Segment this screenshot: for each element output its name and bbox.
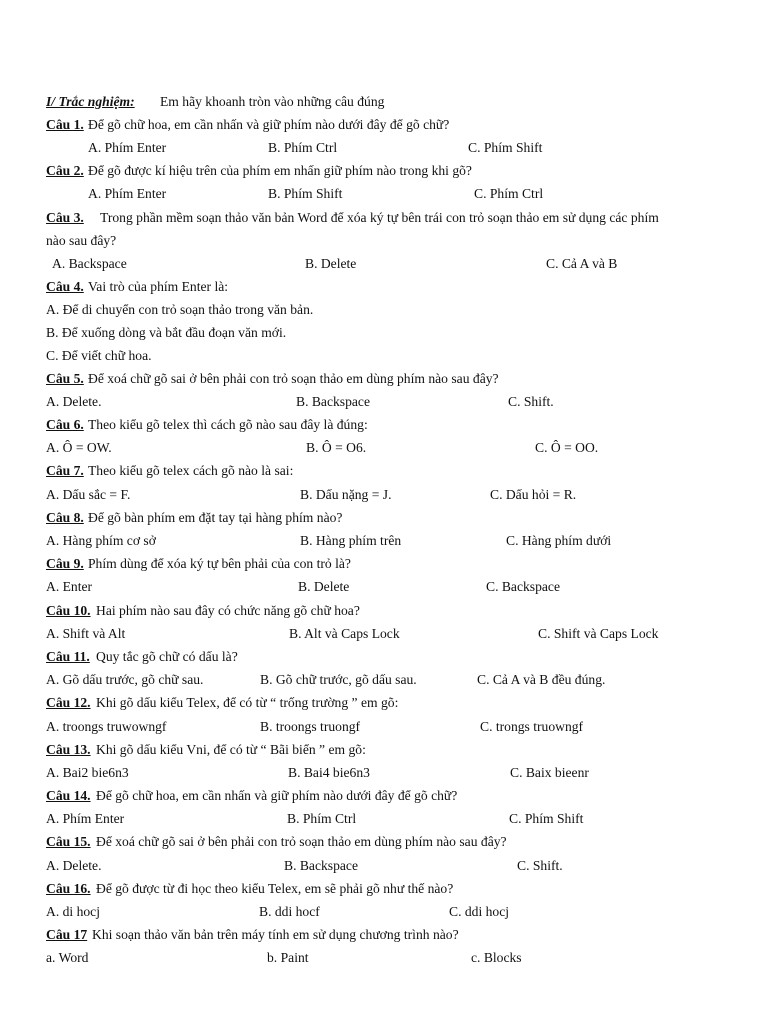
question-10-options	[0, 623, 768, 645]
option-b: B. Gõ chữ trước, gõ dấu sau.	[260, 672, 417, 687]
option-c: C. trongs truowngf	[480, 719, 584, 734]
question-label: Câu 15.	[46, 834, 91, 849]
question-text: Để gõ được kí hiệu trên của phím em nhấn giữ phím nào trong khi gõ?	[88, 163, 472, 178]
option-a: a. Word	[46, 950, 89, 965]
question-label: Câu 8.	[46, 510, 84, 525]
option-a: A. Backspace	[52, 256, 127, 271]
question-8	[0, 507, 768, 529]
question-text: Theo kiểu gõ telex thì cách gõ nào sau đây là đúng:	[88, 417, 368, 432]
option-c: C. Ô = OO.	[535, 440, 599, 455]
question-6-options	[0, 437, 768, 459]
question-14	[0, 785, 768, 807]
question-label: Câu 14.	[46, 788, 91, 803]
question-11	[0, 646, 768, 668]
section-title: I/ Trắc nghiệm:	[46, 94, 135, 109]
question-7-options	[0, 484, 768, 506]
question-label: Câu 10.	[46, 603, 91, 618]
question-text: Hai phím nào sau đây có chức năng gõ chữ hoa?	[96, 603, 360, 618]
question-4-option-b	[0, 322, 768, 344]
question-5	[0, 368, 768, 390]
question-label: Câu 12.	[46, 695, 91, 710]
question-text: Quy tắc gõ chữ có dấu là?	[96, 649, 238, 664]
question-label: Câu 3.	[46, 210, 84, 225]
question-label: Câu 6.	[46, 417, 84, 432]
option-a: A. Delete.	[46, 394, 102, 409]
question-4-option-a	[0, 299, 768, 321]
question-text: Để xoá chữ gõ sai ở bên phải con trỏ soạn thảo em dùng phím nào sau đây?	[96, 834, 507, 849]
question-5-options	[0, 391, 768, 413]
section-instruction: Em hãy khoanh tròn vào những câu đúng	[160, 94, 385, 109]
question-label: Câu 4.	[46, 279, 84, 294]
question-label: Câu 2.	[46, 163, 84, 178]
question-text: Khi soạn thảo văn bản trên máy tính em sử dụng chương trình nào?	[92, 927, 459, 942]
question-text: Để gõ chữ hoa, em cần nhấn và giữ phím nào dưới đây để gõ chữ?	[88, 117, 450, 132]
question-17-options	[0, 947, 768, 969]
option-b: B. troongs truongf	[260, 719, 361, 734]
question-text: Khi gõ dấu kiểu Vni, để có từ “ Bãi biển ” em gõ:	[96, 742, 366, 757]
option-b: B. Delete	[298, 579, 350, 594]
question-label: Câu 13.	[46, 742, 91, 757]
option-a: A. Shift và Alt	[46, 626, 126, 641]
option-a: A. Hàng phím cơ sở	[46, 533, 156, 548]
question-text: Để gõ được từ đi học theo kiểu Telex, em sẽ phải gõ như thế nào?	[96, 881, 454, 896]
option-c: C. Phím Shift	[509, 811, 584, 826]
option-b: B. Phím Shift	[268, 186, 343, 201]
question-15-options	[0, 855, 768, 877]
question-label: Câu 5.	[46, 371, 84, 386]
question-text: Trong phần mềm soạn thảo văn bản Word để xóa ký tự bên trái con trỏ soạn thảo em sử dụng các phím	[100, 210, 659, 225]
option-b: B. Backspace	[296, 394, 370, 409]
option-a: A. Phím Enter	[88, 140, 167, 155]
option-c: C. Shift và Caps Lock	[538, 626, 659, 641]
option-a: A. Phím Enter	[46, 811, 125, 826]
option-b: B. Backspace	[284, 858, 358, 873]
question-label: Câu 17	[46, 927, 88, 942]
option-b: B. Alt và Caps Lock	[289, 626, 400, 641]
question-text: Để gõ bàn phím em đặt tay tại hàng phím nào?	[88, 510, 343, 525]
option-b: B. Delete	[305, 256, 357, 271]
option-c: C. Phím Shift	[468, 140, 543, 155]
option-c: C. ddi hocj	[449, 904, 510, 919]
option-b: b. Paint	[267, 950, 309, 965]
question-9-options	[0, 576, 768, 598]
question-17	[0, 924, 768, 946]
question-label: Câu 11.	[46, 649, 90, 664]
option-c: C. Phím Ctrl	[474, 186, 544, 201]
option-a: A. Delete.	[46, 858, 102, 873]
question-4-option-c	[0, 345, 768, 367]
question-label: Câu 7.	[46, 463, 84, 478]
question-16-options	[0, 901, 768, 923]
option-b: B. Bai4 bie6n3	[288, 765, 370, 780]
question-text: Vai trò của phím Enter là:	[88, 279, 229, 294]
option-c: C. Baix bieenr	[510, 765, 589, 780]
option-c: C. Backspace	[486, 579, 560, 594]
option-a: A. Bai2 bie6n3	[46, 765, 129, 780]
option-a: A. Enter	[46, 579, 93, 594]
question-text: Phím dùng để xóa ký tự bên phải của con trỏ là?	[88, 556, 351, 571]
option-a: A. troongs truwowngf	[46, 719, 167, 734]
option-a: A. Để di chuyển con trỏ soạn thảo trong văn bản.	[46, 302, 314, 317]
question-6	[0, 414, 768, 436]
question-label: Câu 9.	[46, 556, 84, 571]
question-label: Câu 16.	[46, 881, 91, 896]
option-b: B. Phím Ctrl	[268, 140, 338, 155]
option-a: A. Dấu sắc = F.	[46, 487, 131, 502]
question-10	[0, 600, 768, 622]
option-c: C. Cả A và B	[546, 256, 618, 271]
question-1	[0, 114, 768, 136]
question-text: Để gõ chữ hoa, em cần nhấn và giữ phím nào dưới đây để gõ chữ?	[96, 788, 458, 803]
question-12	[0, 692, 768, 714]
question-2-options	[0, 183, 768, 205]
option-b: B. Để xuống dòng và bắt đầu đoạn văn mới.	[46, 325, 287, 340]
question-1-options	[0, 137, 768, 159]
question-14-options	[0, 808, 768, 830]
option-b: B. Ô = O6.	[306, 440, 367, 455]
option-a: A. Phím Enter	[88, 186, 167, 201]
option-b: B. ddi hocf	[259, 904, 320, 919]
question-13	[0, 739, 768, 761]
option-c: C. Cả A và B đều đúng.	[477, 672, 606, 687]
option-b: B. Dấu nặng = J.	[300, 487, 392, 502]
question-text: Để xoá chữ gõ sai ở bên phải con trỏ soạn thảo em dùng phím nào sau đây?	[88, 371, 499, 386]
question-text-cont: nào sau đây?	[46, 233, 117, 248]
section-header	[0, 91, 768, 113]
question-text: Theo kiểu gõ telex cách gõ nào là sai:	[88, 463, 294, 478]
option-c: C. Dấu hỏi = R.	[490, 487, 577, 502]
question-9	[0, 553, 768, 575]
question-15	[0, 831, 768, 853]
option-c: C. Shift.	[508, 394, 554, 409]
question-4	[0, 276, 768, 298]
option-a: A. Ô = OW.	[46, 440, 112, 455]
option-a: A. di hocj	[46, 904, 100, 919]
option-c: C. Shift.	[517, 858, 563, 873]
question-label: Câu 1.	[46, 117, 84, 132]
question-3-cont	[0, 230, 768, 252]
question-16	[0, 878, 768, 900]
question-2	[0, 160, 768, 182]
option-c: c. Blocks	[471, 950, 522, 965]
question-8-options	[0, 530, 768, 552]
question-3	[0, 207, 768, 229]
option-b: B. Hàng phím trên	[300, 533, 402, 548]
option-c: C. Hàng phím dưới	[506, 533, 612, 548]
question-3-options	[0, 253, 768, 275]
question-13-options	[0, 762, 768, 784]
option-c: C. Để viết chữ hoa.	[46, 348, 152, 363]
question-text: Khi gõ dấu kiểu Telex, để có từ “ trống trường ” em gõ:	[96, 695, 399, 710]
question-7	[0, 460, 768, 482]
option-a: A. Gõ dấu trước, gõ chữ sau.	[46, 672, 204, 687]
question-11-options	[0, 669, 768, 691]
question-12-options	[0, 716, 768, 738]
option-b: B. Phím Ctrl	[287, 811, 357, 826]
